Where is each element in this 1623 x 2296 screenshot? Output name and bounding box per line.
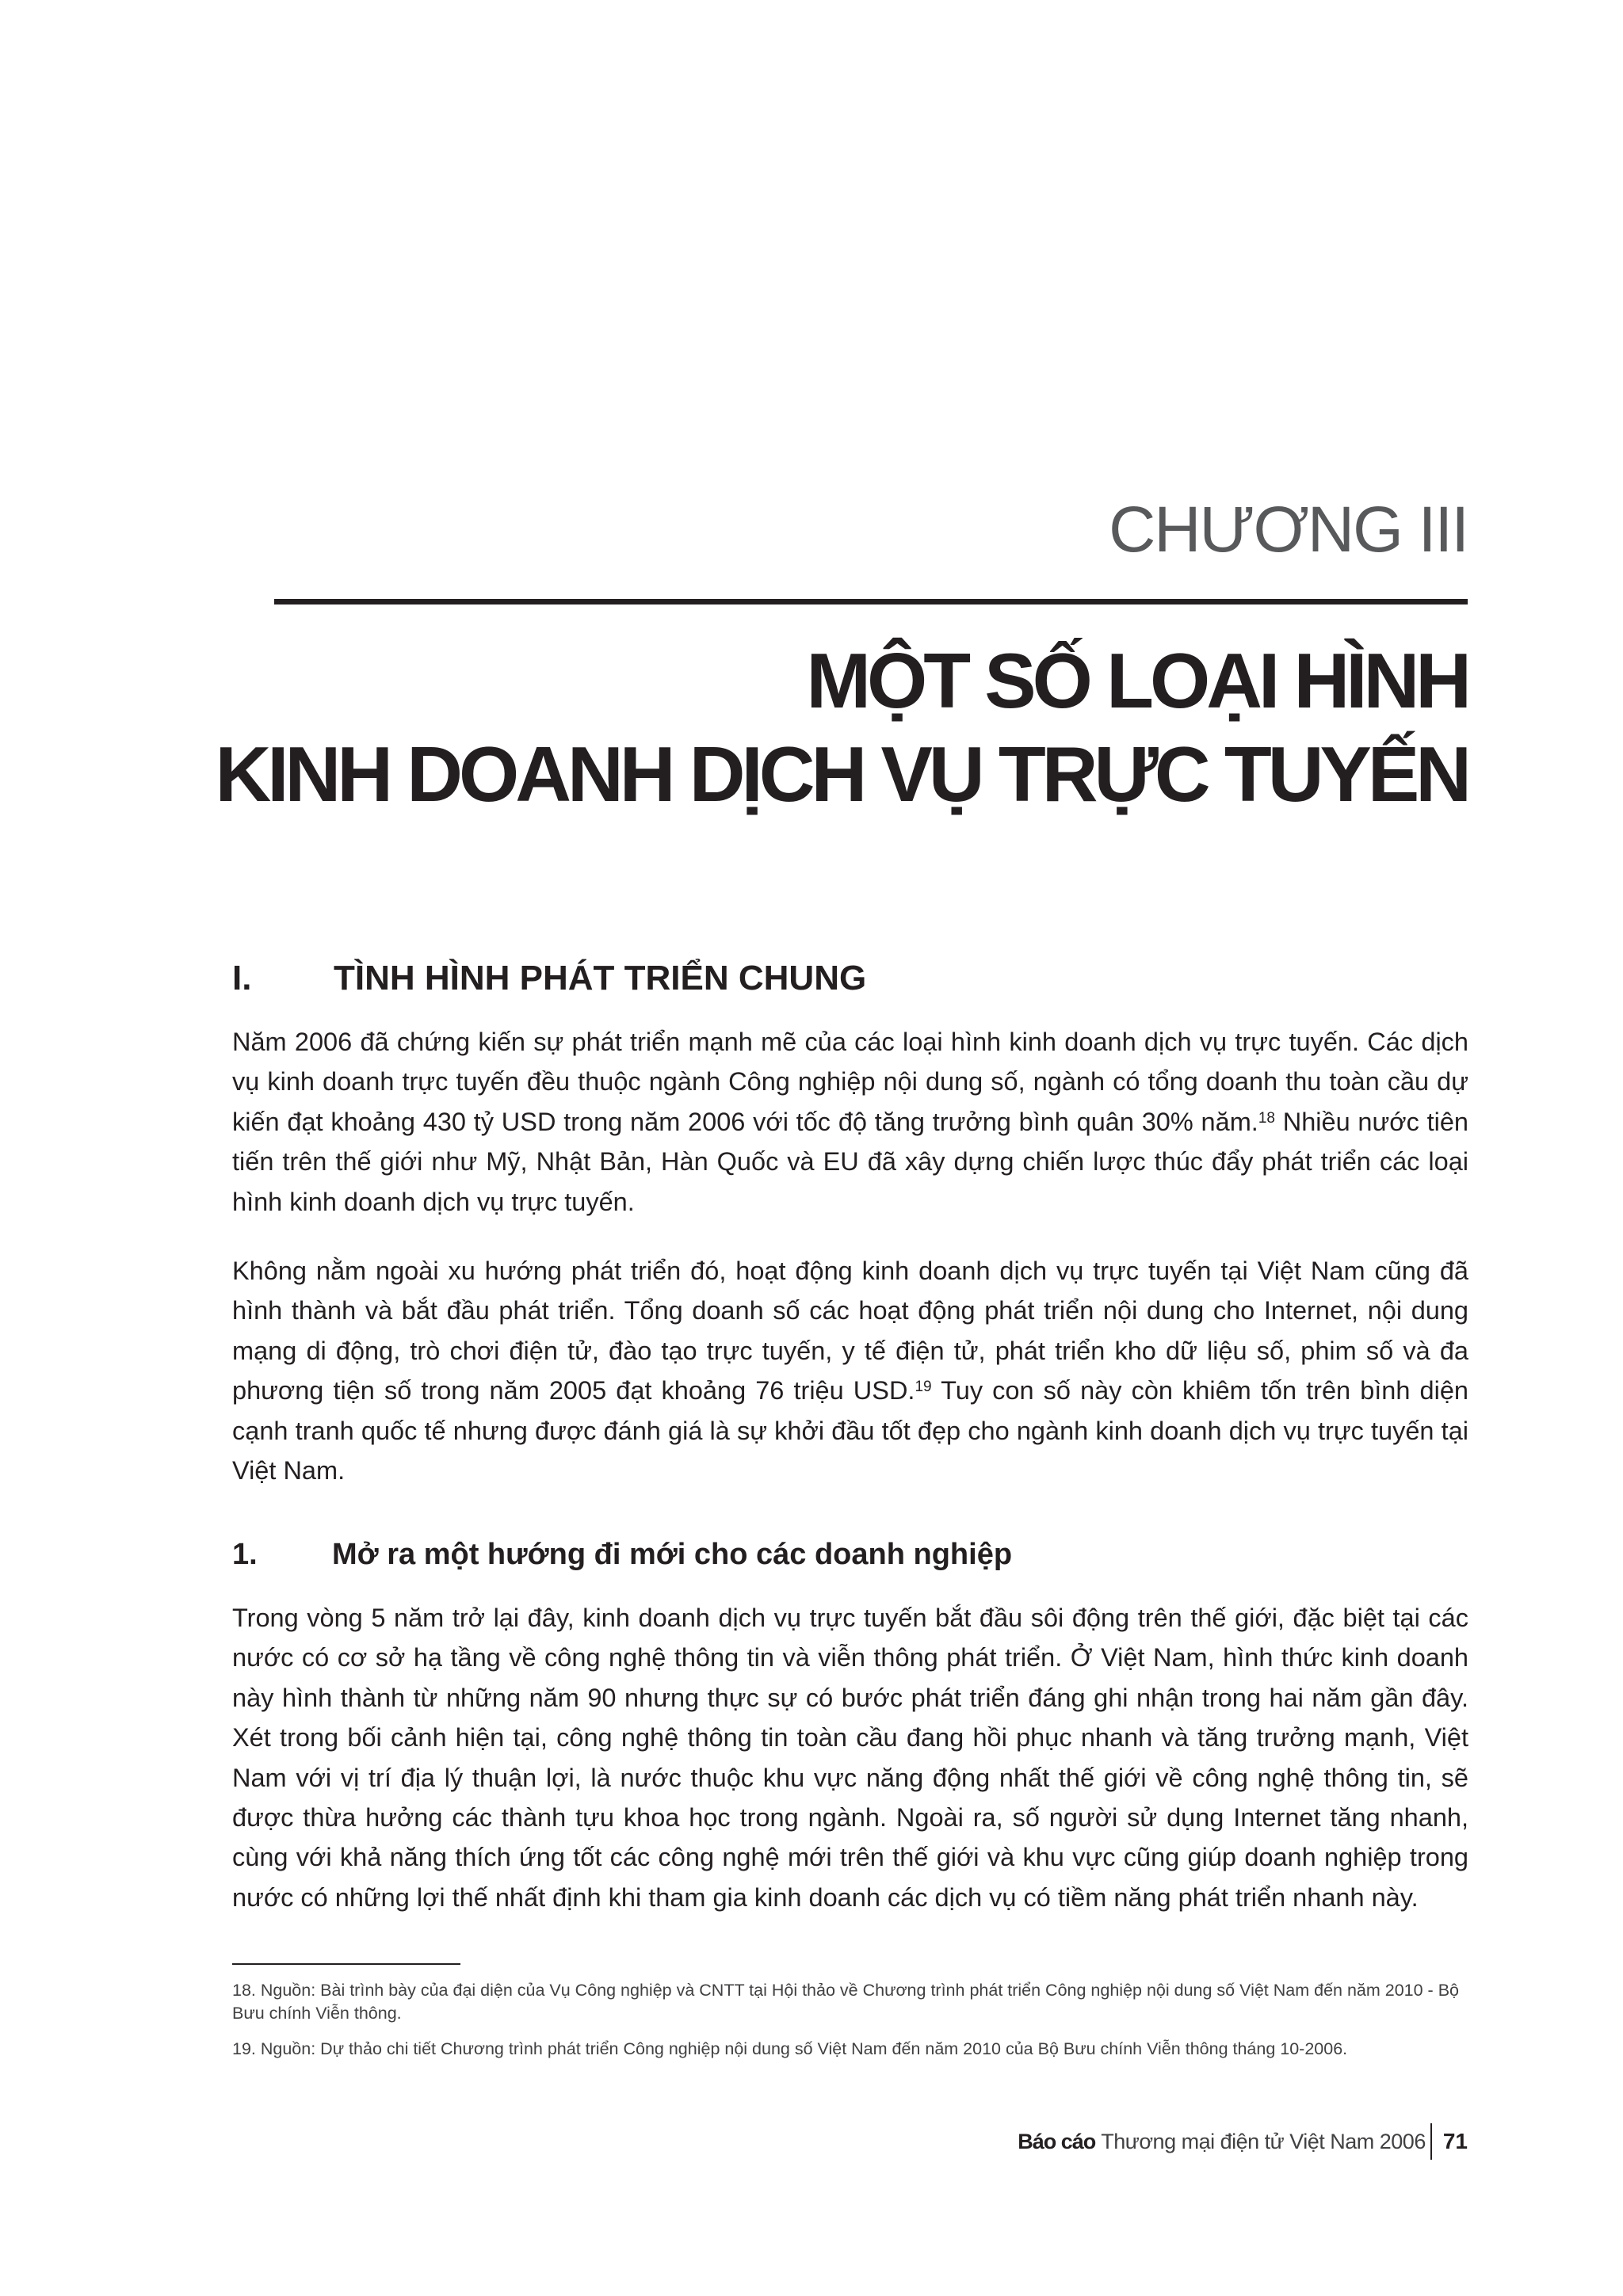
chapter-title	[215, 634, 1468, 821]
paragraph-2	[232, 1251, 1468, 1490]
footnote-ref-19[interactable]: 19	[915, 1379, 932, 1396]
paragraph-2-tail: Tuy con số này còn khiêm tốn trên bình diện cạnh tranh quốc tế nhưng được đánh giá là sự khởi đầu tốt đẹp cho ngành kinh doanh dịch vụ trực tuyến tại Việt Nam.	[232, 1376, 1468, 1486]
paragraph-1-tail: Nhiều nước tiên tiến trên thế giới như Mỹ, Nhật Bản, Hàn Quốc và EU đã xây dựng chiến lược thúc đẩy phát triển các loại hình kinh doanh dịch vụ trực tuyến.	[232, 1107, 1468, 1216]
subsection-number: 1.	[232, 1538, 258, 1571]
footnote-18: 18. Nguồn: Bài trình bày của đại diện của Vụ Công nghiệp và CNTT tại Hội thảo về Chương trình phát triển Công nghiệp nội dung số Việt Nam đến năm 2010 - Bộ Bưu chính Viễn thông.	[232, 1981, 1459, 2023]
section-title: TÌNH HÌNH PHÁT TRIỂN CHUNG	[334, 959, 867, 997]
paragraph-3: Trong vòng 5 năm trở lại đây, kinh doanh dịch vụ trực tuyến bắt đầu sôi động trên thế giới, đặc biệt tại các nước có cơ sở hạ tầng về công nghệ thông tin và viễn thông phát triển. Ở Việt Nam, hình thức kinh doanh này hình thành từ những năm 90 nhưng thực sự có bước phát triển đáng ghi nhận trong hai năm gần đây. Xét trong bối cảnh hiện tại, công nghệ thông tin toàn cầu đang hồi phục nhanh và tăng trưởng mạnh, Việt Nam với vị trí địa lý thuận lợi, là nước thuộc khu vực năng động nhất thế giới về công nghệ thông tin, sẽ được thừa hưởng các thành tựu khoa học trong ngành. Ngoài ra, số người sử dụng Internet tăng nhanh, cùng với khả năng thích ứng tốt các công nghệ mới trên thế giới và khu vực cũng giúp doanh nghiệp trong nước có những lợi thế nhất định khi tham gia kinh doanh các dịch vụ có tiềm năng phát triển nhanh này.	[232, 1604, 1468, 1912]
footnote-divider	[232, 1963, 460, 1965]
page-footer	[1018, 2123, 1468, 2160]
footer-brand-title: Thương mại điện tử Việt Nam 2006	[1101, 2129, 1426, 2153]
footnote-ref-18[interactable]: 18	[1258, 1109, 1275, 1127]
chapter-title-line-2: KINH DOANH DỊCH VỤ TRỰC TUYẾN	[215, 730, 1468, 818]
subsection-title: Mở ra một hướng đi mới cho các doanh nghiệp	[332, 1538, 1013, 1571]
page-number: 71	[1442, 2129, 1468, 2153]
paragraph-1-text: Năm 2006 đã chứng kiến sự phát triển mạnh mẽ của các loại hình kinh doanh dịch vụ trực tuyến. Các dịch vụ kinh doanh trực tuyến đều thuộc ngành Công nghiệp nội dung số, ngành có tổng doanh thu toàn cầu dự kiến đạt khoảng 430 tỷ USD trong năm 2006 với tốc độ tăng trưởng bình quân 30% năm.	[232, 1028, 1468, 1136]
chapter-title-line-1: MỘT SỐ LOẠI HÌNH	[806, 637, 1468, 724]
paragraph-1	[232, 1022, 1468, 1222]
footnote-19: 19. Nguồn: Dự thảo chi tiết Chương trình phát triển Công nghiệp nội dung số Việt Nam đến năm 2010 của Bộ Bưu chính Viễn thông tháng 10-2006.	[232, 2039, 1348, 2058]
paragraph-2-text: Không nằm ngoài xu hướng phát triển đó, hoạt động kinh doanh dịch vụ trực tuyến tại Việt Nam cũng đã hình thành và bắt đầu phát triển. Tổng doanh số các hoạt động phát triển nội dung cho Internet, nội dung mạng di động, trò chơi điện tử, đào tạo trực tuyến, y tế điện tử, phát triển kho dữ liệu số, phim số và đa phương tiện số trong năm 2005 đạt khoảng 76 triệu USD.	[232, 1257, 1468, 1405]
chapter-label: CHƯƠNG III	[1109, 494, 1468, 566]
footer-divider	[1430, 2123, 1432, 2160]
chapter-divider	[274, 599, 1468, 605]
section-number: I.	[232, 959, 252, 997]
footer-brand-bold: Báo cáo	[1018, 2129, 1096, 2153]
